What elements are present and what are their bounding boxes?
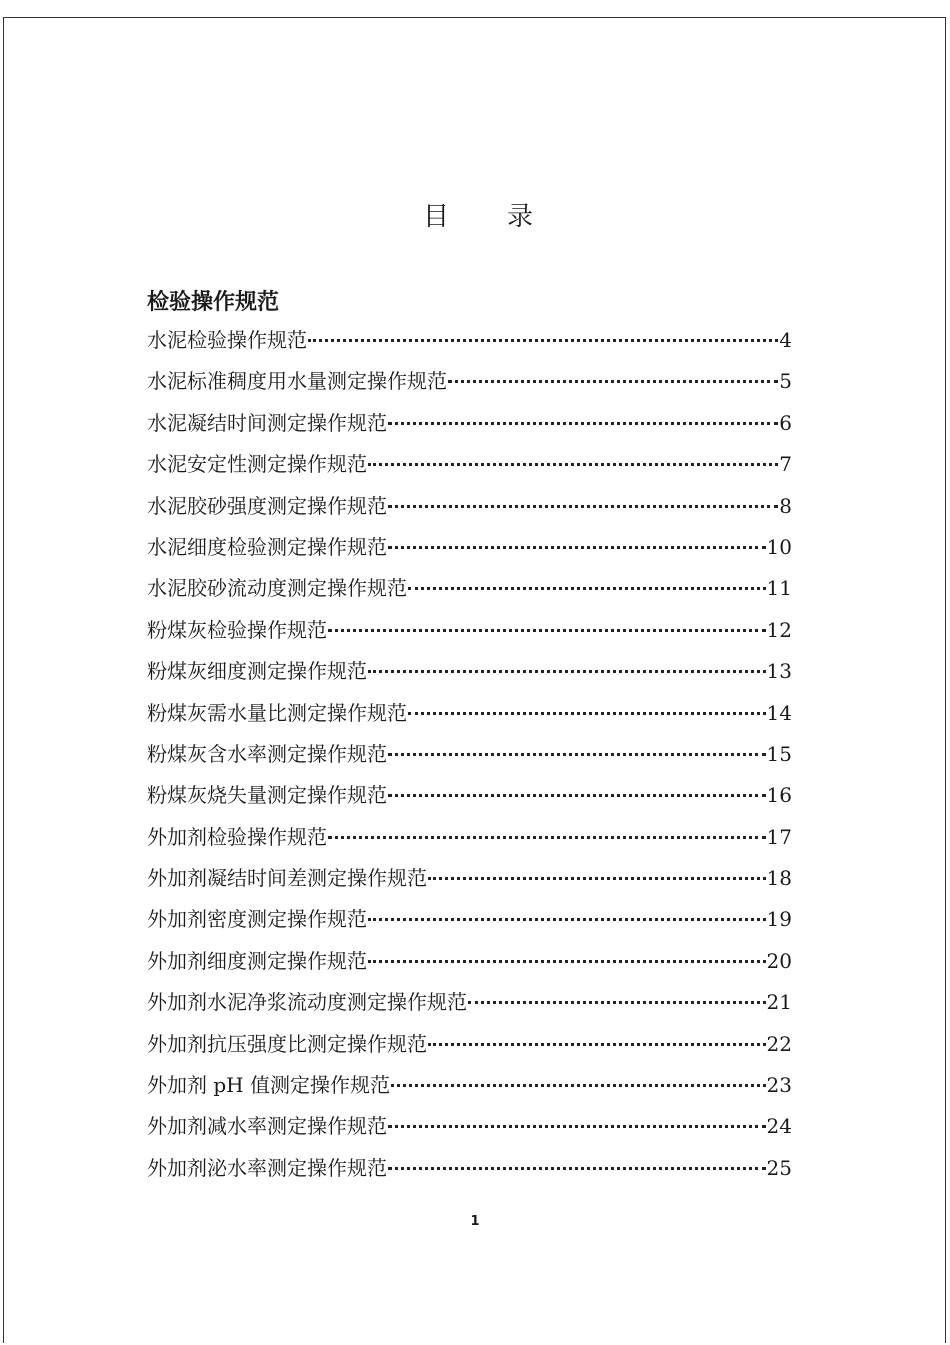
toc-entry[interactable]	[147, 490, 792, 531]
toc-entry-label: 外加剂泌水率测定操作规范	[147, 1155, 387, 1180]
toc-entry-label: 外加剂细度测定操作规范	[147, 948, 367, 973]
toc-entry[interactable]	[147, 1152, 792, 1193]
toc-entry-leader	[388, 782, 766, 802]
toc-entry-label: 水泥标准稠度用水量测定操作规范	[147, 369, 447, 394]
toc-entry-page: 5	[779, 369, 792, 394]
toc-entry-leader	[328, 824, 766, 844]
toc-entry-page: 7	[779, 452, 792, 477]
toc-entry[interactable]	[147, 697, 792, 738]
toc-entry-page: 14	[766, 700, 792, 725]
toc-entry[interactable]	[147, 986, 792, 1027]
toc-entry-label: 粉煤灰需水量比测定操作规范	[147, 700, 407, 725]
toc-entry-page: 16	[766, 783, 792, 808]
toc-entry-label: 水泥凝结时间测定操作规范	[147, 410, 387, 435]
toc-entry[interactable]	[147, 655, 792, 696]
toc-entry[interactable]	[147, 324, 792, 365]
toc-entry[interactable]	[147, 738, 792, 779]
toc-entry-label: 水泥胶砂流动度测定操作规范	[147, 576, 407, 601]
toc-title-char-1: 目	[423, 202, 450, 232]
toc-entry-leader	[308, 327, 778, 347]
toc-entry-label: 外加剂凝结时间差测定操作规范	[147, 866, 427, 891]
toc-entry[interactable]	[147, 572, 792, 613]
toc-entry-page: 18	[766, 866, 792, 891]
toc-entry[interactable]	[147, 903, 792, 944]
toc-entry-leader	[391, 1072, 766, 1092]
section-heading: 检验操作规范	[147, 290, 280, 315]
toc-entry[interactable]	[147, 862, 792, 903]
toc-entry[interactable]	[147, 1110, 792, 1151]
toc-entry-label: 外加剂减水率测定操作规范	[147, 1114, 387, 1139]
toc-entry-leader	[468, 989, 766, 1009]
toc-entry-label: 粉煤灰烧失量测定操作规范	[147, 783, 387, 808]
toc-entry[interactable]	[147, 365, 792, 406]
toc-entry-leader	[388, 741, 766, 761]
toc-entry-label: 外加剂 pH 值测定操作规范	[147, 1073, 390, 1098]
toc-entry-page: 12	[766, 617, 792, 642]
toc-entry-leader	[428, 865, 766, 885]
toc-entry-page: 11	[766, 576, 792, 601]
toc-entry-label: 粉煤灰细度测定操作规范	[147, 659, 367, 684]
toc-entry-label: 外加剂抗压强度比测定操作规范	[147, 1031, 427, 1056]
toc-entry-leader	[388, 1113, 766, 1133]
toc-entry-page: 10	[766, 534, 792, 559]
toc-entry-label: 水泥胶砂强度测定操作规范	[147, 493, 387, 518]
toc-entry-page: 4	[779, 328, 792, 352]
toc-entry-leader	[368, 658, 766, 678]
toc-entry-page: 6	[779, 410, 792, 435]
toc-entry-page: 13	[766, 659, 792, 684]
toc-entry[interactable]	[147, 531, 792, 572]
toc-entry-leader	[388, 534, 766, 554]
toc-entry-leader	[368, 906, 766, 926]
toc-entry-page: 25	[766, 1155, 792, 1180]
toc-entry-page: 8	[779, 493, 792, 518]
toc-entry[interactable]	[147, 779, 792, 820]
toc-entry[interactable]	[147, 1069, 792, 1110]
toc-entry-label: 外加剂检验操作规范	[147, 824, 327, 849]
toc-entry-leader	[328, 617, 766, 637]
toc-entry-leader	[408, 575, 766, 595]
toc-entry[interactable]	[147, 821, 792, 862]
toc-entry-page: 21	[766, 990, 792, 1015]
toc-entry-leader	[368, 948, 766, 968]
toc-entry[interactable]	[147, 1028, 792, 1069]
toc-entry-leader	[368, 451, 778, 471]
toc-entry-page: 24	[766, 1114, 792, 1139]
page-number: 1	[470, 1214, 480, 1229]
toc-entry-label: 外加剂密度测定操作规范	[147, 907, 367, 932]
toc-entry-label: 粉煤灰含水率测定操作规范	[147, 741, 387, 766]
toc-entry-leader	[448, 368, 778, 388]
toc-entry-page: 23	[766, 1073, 792, 1098]
toc-entry-leader	[388, 1155, 766, 1175]
toc-title-char-2: 录	[507, 202, 534, 232]
toc-list	[147, 324, 792, 1193]
toc-entry[interactable]	[147, 448, 792, 489]
toc-entry-leader	[428, 1031, 766, 1051]
toc-entry-leader	[388, 493, 778, 513]
toc-entry-page: 19	[766, 907, 792, 932]
toc-entry[interactable]	[147, 407, 792, 448]
toc-entry-label: 水泥安定性测定操作规范	[147, 452, 367, 477]
toc-entry-page: 20	[766, 948, 792, 973]
toc-entry-leader	[408, 700, 766, 720]
toc-entry-label: 水泥细度检验测定操作规范	[147, 534, 387, 559]
toc-entry-leader	[388, 410, 778, 430]
toc-entry-label: 水泥检验操作规范	[147, 328, 307, 352]
toc-entry-label: 外加剂水泥净浆流动度测定操作规范	[147, 990, 467, 1015]
toc-entry[interactable]	[147, 945, 792, 986]
toc-entry-page: 17	[766, 824, 792, 849]
toc-entry-page: 22	[766, 1031, 792, 1056]
toc-entry-page: 15	[766, 741, 792, 766]
toc-entry[interactable]	[147, 614, 792, 655]
toc-entry-label: 粉煤灰检验操作规范	[147, 617, 327, 642]
